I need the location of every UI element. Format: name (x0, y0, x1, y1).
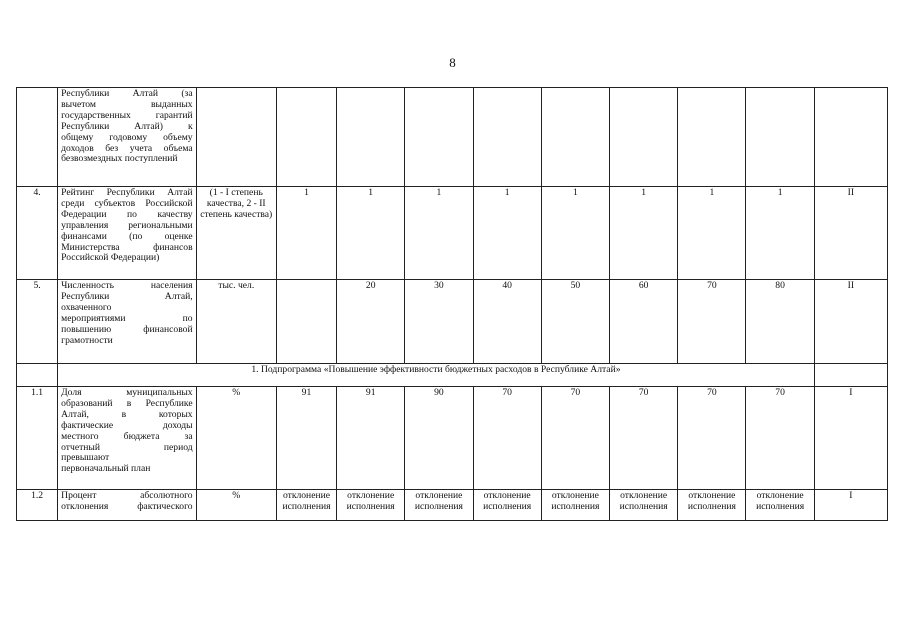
value-cell: 20 (337, 280, 405, 364)
value-cell: 91 (276, 387, 336, 490)
value-cell: 1 (276, 187, 336, 280)
indicator-description: Республики Алтай (за вычетом выданных государственных гарантий Республики Алтай) к общему годовому объему доходов без учета объема безвозмездных поступлений (58, 88, 196, 187)
value-cell: 1 (405, 187, 473, 280)
value-cell (337, 88, 405, 187)
value-cell: 40 (473, 280, 541, 364)
subprogram-empty-cell (17, 364, 58, 387)
row-number: 1.1 (17, 387, 58, 490)
value-cell (276, 88, 336, 187)
table-row-5 (17, 280, 888, 364)
value-cell: 70 (473, 387, 541, 490)
unit-cell: тыс. чел. (196, 280, 276, 364)
indicators-table (16, 87, 888, 521)
value-cell: отклонение исполнения (746, 490, 814, 521)
row-number: 1.2 (17, 490, 58, 521)
value-cell: I (814, 490, 887, 521)
value-cell (405, 88, 473, 187)
subprogram-title: 1. Подпрограмма «Повышение эффективности бюджетных расходов в Республике Алтай» (58, 364, 815, 387)
value-cell: 1 (678, 187, 746, 280)
value-cell: 1 (746, 187, 814, 280)
value-cell: отклонение исполнения (276, 490, 336, 521)
subprogram-row (17, 364, 888, 387)
value-cell: отклонение исполнения (405, 490, 473, 521)
value-cell (678, 88, 746, 187)
value-cell: 1 (610, 187, 678, 280)
row-number: 5. (17, 280, 58, 364)
unit-cell (196, 88, 276, 187)
value-cell: 70 (678, 280, 746, 364)
value-cell: 70 (541, 387, 609, 490)
unit-cell: % (196, 387, 276, 490)
row-number (17, 88, 58, 187)
value-cell (473, 88, 541, 187)
indicator-description: Рейтинг Республики Алтай среди субъектов Российской Федерации по качеству управления региональными финансами (по оценке Министерства финансов Российской Федерации) (58, 187, 196, 280)
indicator-description: Численность населения Республики Алтай, охваченного мероприятиями по повышению финансовой грамотности (58, 280, 196, 364)
value-cell: 80 (746, 280, 814, 364)
table-row-1-1 (17, 387, 888, 490)
value-cell: 70 (678, 387, 746, 490)
unit-cell: (1 - I степень качества, 2 - II степень качества) (196, 187, 276, 280)
value-cell (276, 280, 336, 364)
value-cell: 1 (473, 187, 541, 280)
indicator-description: Процент абсолютного отклонения фактического (58, 490, 196, 521)
value-cell (814, 88, 887, 187)
value-cell: 91 (337, 387, 405, 490)
value-cell: отклонение исполнения (473, 490, 541, 521)
indicator-description: Доля муниципальных образований в Республике Алтай, в которых фактические доходы местного бюджета за отчетный период превышают первоначальный план (58, 387, 196, 490)
value-cell (746, 88, 814, 187)
table-row-4 (17, 187, 888, 280)
value-cell: отклонение исполнения (610, 490, 678, 521)
page-number: 8 (449, 55, 456, 70)
table-row-continuation (17, 88, 888, 187)
value-cell: 50 (541, 280, 609, 364)
value-cell: отклонение исполнения (541, 490, 609, 521)
value-cell: I (814, 387, 887, 490)
value-cell: II (814, 187, 887, 280)
value-cell: 90 (405, 387, 473, 490)
value-cell: 60 (610, 280, 678, 364)
value-cell: 30 (405, 280, 473, 364)
value-cell: отклонение исполнения (678, 490, 746, 521)
value-cell: 70 (746, 387, 814, 490)
value-cell (541, 88, 609, 187)
table-row-1-2 (17, 490, 888, 521)
unit-cell: % (196, 490, 276, 521)
subprogram-empty-cell (814, 364, 887, 387)
value-cell (610, 88, 678, 187)
value-cell: 1 (541, 187, 609, 280)
row-number: 4. (17, 187, 58, 280)
value-cell: 70 (610, 387, 678, 490)
value-cell: II (814, 280, 887, 364)
value-cell: отклонение исполнения (337, 490, 405, 521)
value-cell: 1 (337, 187, 405, 280)
